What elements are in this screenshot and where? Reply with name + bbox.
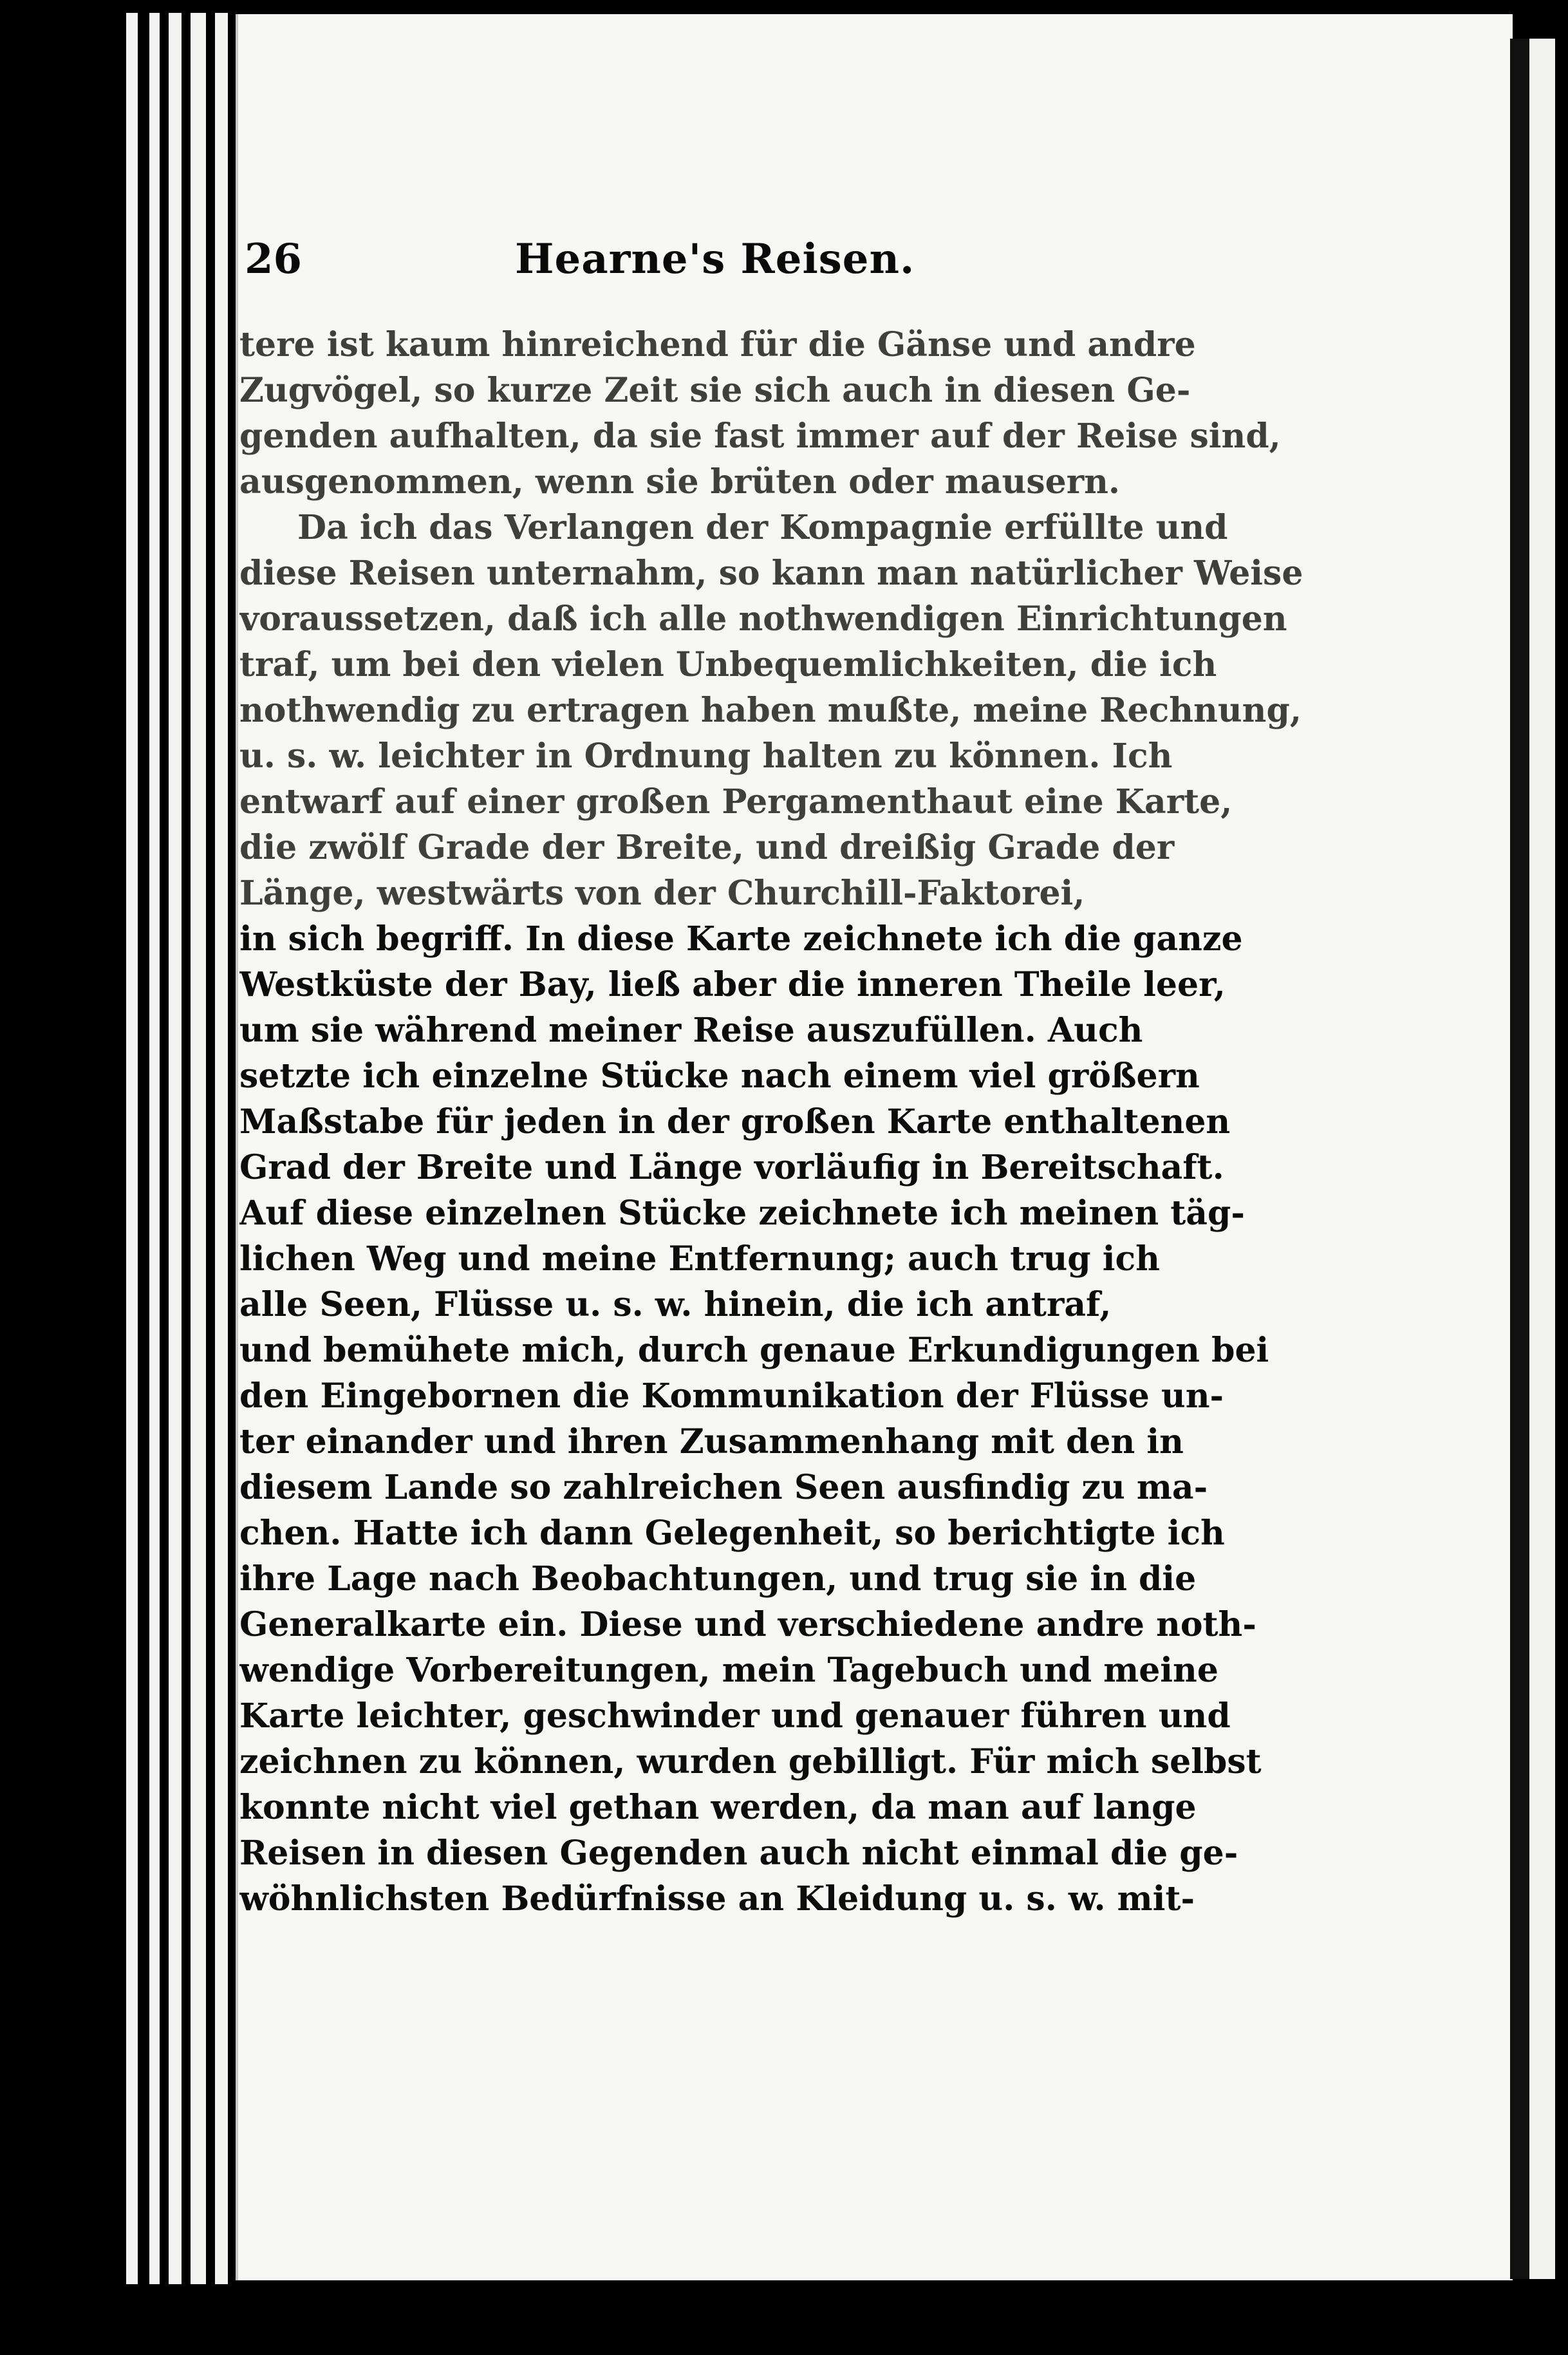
text-line: traf, um bei den vielen Unbequemlichkeiten, die ich — [239, 645, 1217, 684]
text-line: entwarf auf einer großen Pergamenthaut eine Karte, — [239, 782, 1233, 821]
body-text — [239, 322, 1379, 1922]
text-line: u. s. w. leichter in Ordnung halten zu können. Ich — [239, 737, 1173, 776]
text-line: ihre Lage nach Beobachtungen, und trug sie in die — [239, 1559, 1197, 1599]
text-line: den Eingebornen die Kommunikation der Flüsse un- — [239, 1376, 1224, 1416]
text-line: Länge, westwärts von der Churchill-Faktorei, — [239, 874, 1085, 913]
text-line: Da ich das Verlangen der Kompagnie erfüllte und — [297, 508, 1228, 547]
text-line: Karte leichter, geschwinder und genauer führen und — [239, 1696, 1231, 1736]
text-line: genden aufhalten, da sie fast immer auf der Reise sind, — [239, 417, 1281, 456]
running-title: Hearne's Reisen. — [515, 235, 915, 283]
page-edge — [215, 13, 228, 2284]
text-line: voraussetzen, daß ich alle nothwendigen Einrichtungen — [239, 599, 1287, 639]
facing-page-edge — [1529, 39, 1555, 2279]
text-line: ter einander und ihren Zusammenhang mit den in — [239, 1422, 1184, 1461]
text-line: konnte nicht viel gethan werden, da man auf lange — [239, 1788, 1197, 1827]
text-line: wöhnlichsten Bedürfnisse an Kleidung u. s. w. mit- — [239, 1879, 1195, 1919]
running-header — [245, 235, 1210, 293]
text-line: Westküste der Bay, ließ aber die inneren Theile leer, — [239, 965, 1226, 1004]
text-line: wendige Vorbereitungen, mein Tagebuch und meine — [239, 1651, 1218, 1690]
text-line: alle Seen, Flüsse u. s. w. hinein, die ich antraf, — [239, 1285, 1112, 1324]
text-line: setzte ich einzelne Stücke nach einem viel größern — [239, 1056, 1200, 1096]
page-number: 26 — [245, 235, 303, 283]
text-line: in sich begriff. In diese Karte zeichnete ich die ganze — [239, 919, 1243, 959]
text-line: diese Reisen unternahm, so kann man natürlicher Weise — [239, 554, 1303, 593]
page-edge — [126, 13, 138, 2284]
text-line: zeichnen zu können, wurden gebilligt. Für mich selbst — [239, 1742, 1262, 1781]
text-line: chen. Hatte ich dann Gelegenheit, so berichtigte ich — [239, 1514, 1225, 1553]
text-line: um sie während meiner Reise auszufüllen. Auch — [239, 1011, 1143, 1050]
text-line: Generalkarte ein. Diese und verschiedene andre noth- — [239, 1605, 1256, 1644]
text-line: Zugvögel, so kurze Zeit sie sich auch in diesen Ge- — [239, 371, 1191, 410]
text-line: Maßstabe für jeden in der großen Karte enthaltenen — [239, 1102, 1231, 1141]
text-line: lichen Weg und meine Entfernung; auch trug ich — [239, 1239, 1160, 1279]
page-edge — [191, 13, 206, 2284]
text-line: Grad der Breite und Länge vorläufig in Bereitschaft. — [239, 1148, 1224, 1187]
text-line: nothwendig zu ertragen haben mußte, meine Rechnung, — [239, 691, 1302, 730]
page-edge — [149, 13, 160, 2284]
text-line: Reisen in diesen Gegenden auch nicht einmal die ge- — [239, 1834, 1238, 1873]
text-line: Auf diese einzelnen Stücke zeichnete ich meinen täg- — [239, 1194, 1245, 1233]
text-line: ausgenommen, wenn sie brüten oder mausern. — [239, 462, 1121, 502]
text-line: tere ist kaum hinreichend für die Gänse und andre — [239, 325, 1196, 364]
text-line: diesem Lande so zahlreichen Seen ausfindig zu ma- — [239, 1468, 1208, 1507]
text-line: und bemühete mich, durch genaue Erkundigungen bei — [239, 1331, 1269, 1370]
text-line: die zwölf Grade der Breite, und dreißig Grade der — [239, 828, 1175, 867]
page-edge — [169, 13, 182, 2284]
gutter-shadow — [1510, 39, 1529, 2279]
